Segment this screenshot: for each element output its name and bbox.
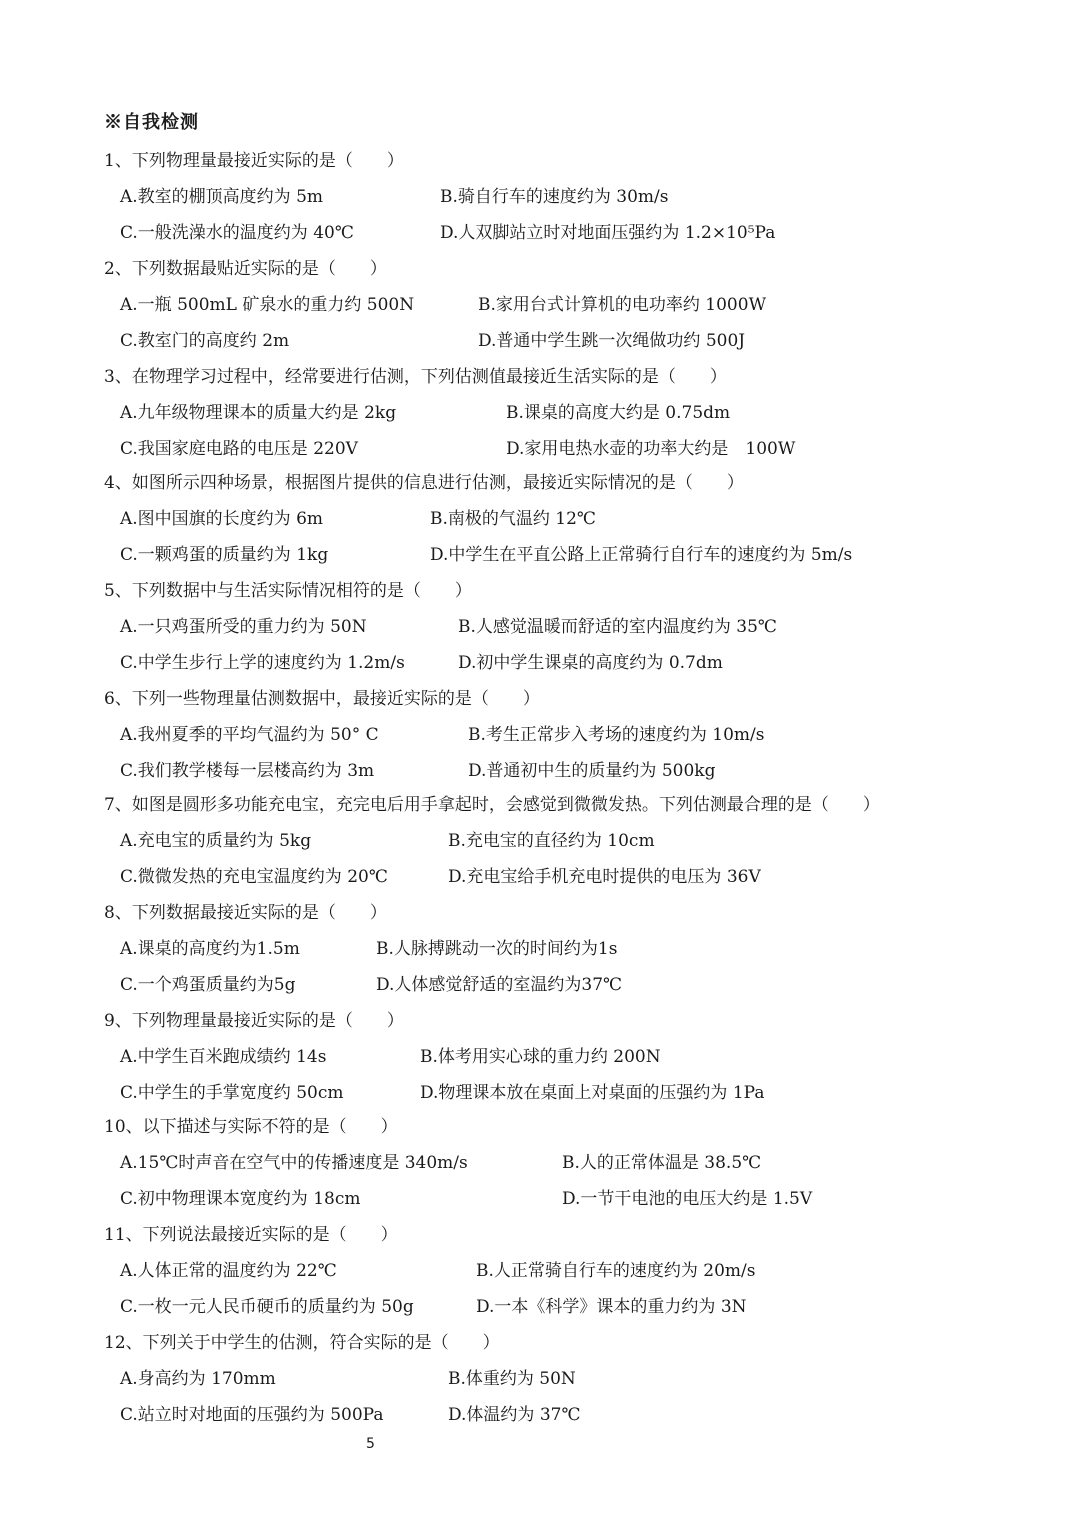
option-b: B.南极的气温约 12℃ — [430, 509, 596, 529]
option-b: B.考生正常步入考场的速度约为 10m/s — [468, 725, 765, 745]
question-stem: 9、下列物理量最接近实际的是（ ） — [104, 1011, 404, 1031]
option-a: A.一只鸡蛋所受的重力约为 50N — [120, 617, 367, 637]
option-b: B.课桌的高度大约是 0.75dm — [506, 403, 731, 423]
option-a: A.身高约为 170mm — [120, 1369, 276, 1389]
option-d: D.普通初中生的质量约为 500kg — [468, 761, 716, 781]
option-a: A.充电宝的质量约为 5kg — [120, 831, 312, 851]
option-a: A.中学生百米跑成绩约 14s — [120, 1047, 327, 1067]
option-d: D.人体感觉舒适的室温约为37℃ — [376, 975, 623, 995]
option-b: B.人正常骑自行车的速度约为 20m/s — [476, 1261, 756, 1281]
option-a: A.课桌的高度约为1.5m — [120, 939, 300, 959]
option-d: D.家用电热水壶的功率大约是 100W — [506, 439, 796, 459]
question-stem: 4、如图所示四种场景，根据图片提供的信息进行估测，最接近实际情况的是（ ） — [104, 473, 744, 493]
option-d: D.一节干电池的电压大约是 1.5V — [562, 1189, 813, 1209]
option-c: C.中学生的手掌宽度约 50cm — [120, 1083, 344, 1103]
option-b: B.人的正常体温是 38.5℃ — [562, 1153, 762, 1173]
question-stem: 11、下列说法最接近实际的是（ ） — [104, 1225, 398, 1245]
question-stem: 1、下列物理量最接近实际的是（ ） — [104, 151, 404, 171]
option-d: D.物理课本放在桌面上对桌面的压强约为 1Pa — [420, 1083, 765, 1103]
option-c: C.一个鸡蛋质量约为5g — [120, 975, 296, 995]
option-d: D.中学生在平直公路上正常骑行自行车的速度约为 5m/s — [430, 545, 853, 565]
question-stem: 2、下列数据最贴近实际的是（ ） — [104, 259, 387, 279]
question-stem: 8、下列数据最接近实际的是（ ） — [104, 903, 387, 923]
option-c: C.站立时对地面的压强约为 500Pa — [120, 1405, 384, 1425]
page-number: 5 — [366, 1436, 375, 1452]
option-c: C.一枚一元人民币硬币的质量约为 50g — [120, 1297, 414, 1317]
option-a: A.图中国旗的长度约为 6m — [120, 509, 324, 529]
option-d: D.人双脚站立时对地面压强约为 1.2×10⁵Pa — [440, 223, 776, 243]
option-d: D.体温约为 37℃ — [448, 1405, 581, 1425]
option-a: A.15℃时声音在空气中的传播速度是 340m/s — [120, 1153, 468, 1173]
question-stem: 10、以下描述与实际不符的是（ ） — [104, 1117, 398, 1137]
option-c: C.教室门的高度约 2m — [120, 331, 290, 351]
question-stem: 7、如图是圆形多功能充电宝，充完电后用手拿起时，会感觉到微微发热。下列估测最合理的是（ ） — [104, 795, 880, 815]
question-stem: 6、下列一些物理量估测数据中，最接近实际的是（ ） — [104, 689, 540, 709]
option-d: D.一本《科学》课本的重力约为 3N — [476, 1297, 747, 1317]
option-a: A.人体正常的温度约为 22℃ — [120, 1261, 337, 1281]
option-c: C.一颗鸡蛋的质量约为 1kg — [120, 545, 329, 565]
option-a: A.我州夏季的平均气温约为 50° C — [120, 725, 379, 745]
option-a: A.教室的棚顶高度约为 5m — [120, 187, 324, 207]
option-c: C.一般洗澡水的温度约为 40℃ — [120, 223, 354, 243]
question-stem: 3、在物理学习过程中，经常要进行估测，下列估测值最接近生活实际的是（ ） — [104, 367, 727, 387]
option-d: D.普通中学生跳一次绳做功约 500J — [478, 331, 746, 351]
option-c: C.初中物理课本宽度约为 18cm — [120, 1189, 361, 1209]
option-b: B.人感觉温暖而舒适的室内温度约为 35℃ — [458, 617, 777, 637]
option-c: C.我们教学楼每一层楼高约为 3m — [120, 761, 375, 781]
question-stem: 12、下列关于中学生的估测，符合实际的是（ ） — [104, 1333, 500, 1353]
option-c: C.中学生步行上学的速度约为 1.2m/s — [120, 653, 405, 673]
option-c: C.我国家庭电路的电压是 220V — [120, 439, 358, 459]
option-d: D.初中学生课桌的高度约为 0.7dm — [458, 653, 723, 673]
option-c: C.微微发热的充电宝温度约为 20℃ — [120, 867, 388, 887]
option-b: B.充电宝的直径约为 10cm — [448, 831, 655, 851]
option-b: B.体重约为 50N — [448, 1369, 576, 1389]
question-stem: 5、下列数据中与生活实际情况相符的是（ ） — [104, 581, 472, 601]
option-a: A.一瓶 500mL 矿泉水的重力约 500N — [120, 295, 415, 315]
option-b: B.骑自行车的速度约为 30m/s — [440, 187, 669, 207]
option-d: D.充电宝给手机充电时提供的电压为 36V — [448, 867, 761, 887]
option-b: B.体考用实心球的重力约 200N — [420, 1047, 661, 1067]
option-b: B.人脉搏跳动一次的时间约为1s — [376, 939, 618, 959]
option-b: B.家用台式计算机的电功率约 1000W — [478, 295, 767, 315]
section-title: ※自我检测 — [104, 112, 199, 133]
option-a: A.九年级物理课本的质量大约是 2kg — [120, 403, 397, 423]
